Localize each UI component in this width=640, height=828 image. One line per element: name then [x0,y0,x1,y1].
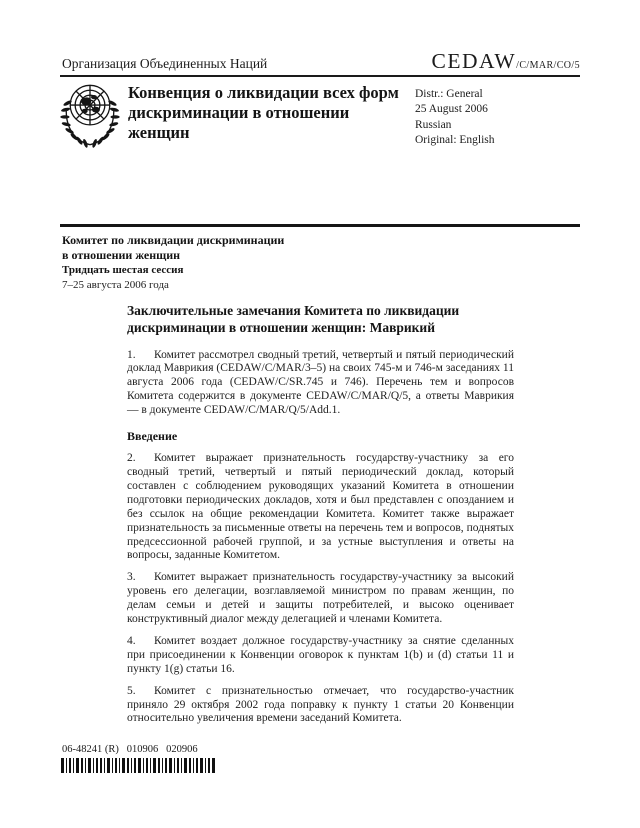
section-rule [60,224,580,227]
paragraph-number: 2. [127,452,136,465]
paragraph-text: Комитет с признательностью отмечает, что государство-участник приняло 29 октября 2002 года поправку к пункту 1 статьи 20 Конвенции относительно увеличения времени заседаний Комитета. [127,684,514,725]
committee-name-line2: в отношении женщин [62,247,181,262]
document-title: Заключительные замечания Комитета по ликвидации дискриминации в отношении женщин: Маврикий [127,303,460,336]
distr-line: Distr.: General [415,88,483,100]
document-symbol-main: CEDAW [431,49,517,73]
barcode [61,758,216,778]
header-rule [60,75,580,77]
convention-title: Конвенция о ликвидации всех форм дискриминации в отношении женщин [128,83,399,142]
committee-dates: 7–25 августа 2006 года [62,278,169,291]
paragraph-text: Комитет воздает должное государству-участнику за снятие сделанных при присоединении к Конвенции оговорок к пунктам 1(b) и (d) статьи 11 и пункту 1(g) статьи 16. [127,634,514,675]
main-text-column [127,302,514,734]
footer-job-number: 06-48241 (R) 010906 020906 [62,744,198,755]
paragraph-text: Комитет выражает признательность государству-участнику за высокий уровень его делегации, возглавляемой министром по правам женщин, по делам семьи и детей и защиты потребителей, и высоко оценивает конструктивный диалог между делегацией и членами Комитета. [127,571,514,626]
paragraph-text: Комитет рассмотрел сводный третий, четвертый и пятый периодический доклад Маврикия (CEDAW/C/MAR/3–5) на своих 745-м и 746-м заседаниях 11 августа 2006 года (CEDAW/C/SR.745 и 746). Перечень тем и вопросов Комитета содержится в документе CEDAW/C/MAR/Q/5, а ответы Маврикия — в документе CEDAW/C/MAR/Q/5/Add.1. [127,348,514,417]
document-symbol [432,49,580,74]
document-symbol-suffix: /C/MAR/CO/5 [516,60,580,71]
paragraph-1 [127,349,514,419]
paragraph-number: 3. [127,571,136,584]
committee-name-line1: Комитет по ликвидации дискриминации [62,233,285,247]
paragraph-number: 1. [127,348,136,361]
paragraph-number: 5. [127,684,136,697]
un-org-name: Организация Объединенных Наций [62,56,268,71]
intro-heading: Введение [127,429,178,444]
distribution-block [415,87,495,149]
paragraph-3 [127,571,514,627]
paragraph-4 [127,635,514,677]
un-emblem-icon [57,80,123,148]
paragraph-number: 4. [127,634,136,647]
paragraph-2 [127,452,514,563]
paragraph-5 [127,685,514,727]
distr-line: Russian [415,118,452,131]
committee-block [62,233,284,292]
distr-line: Original: English [415,134,495,147]
committee-session: Тридцать шестая сессия [62,264,184,277]
distr-line: 25 August 2006 [415,103,488,116]
paragraph-text: Комитет выражает признательность государству-участнику за его сводный третий, четвертый и пятый периодический доклад, который составлен с соблюдением руководящих указаний Комитета в отношении подготовки периодических докладов, хотя и был представлен с опозданием и без ссылок на общие рекомендации Комитета. Комитет также выражает признательность за письменные ответы на перечень тем и вопросов, поднятых предсессионной рабочей группой, и за устные выступления и ответы на вопросы, заданные Комитетом. [127,452,514,562]
